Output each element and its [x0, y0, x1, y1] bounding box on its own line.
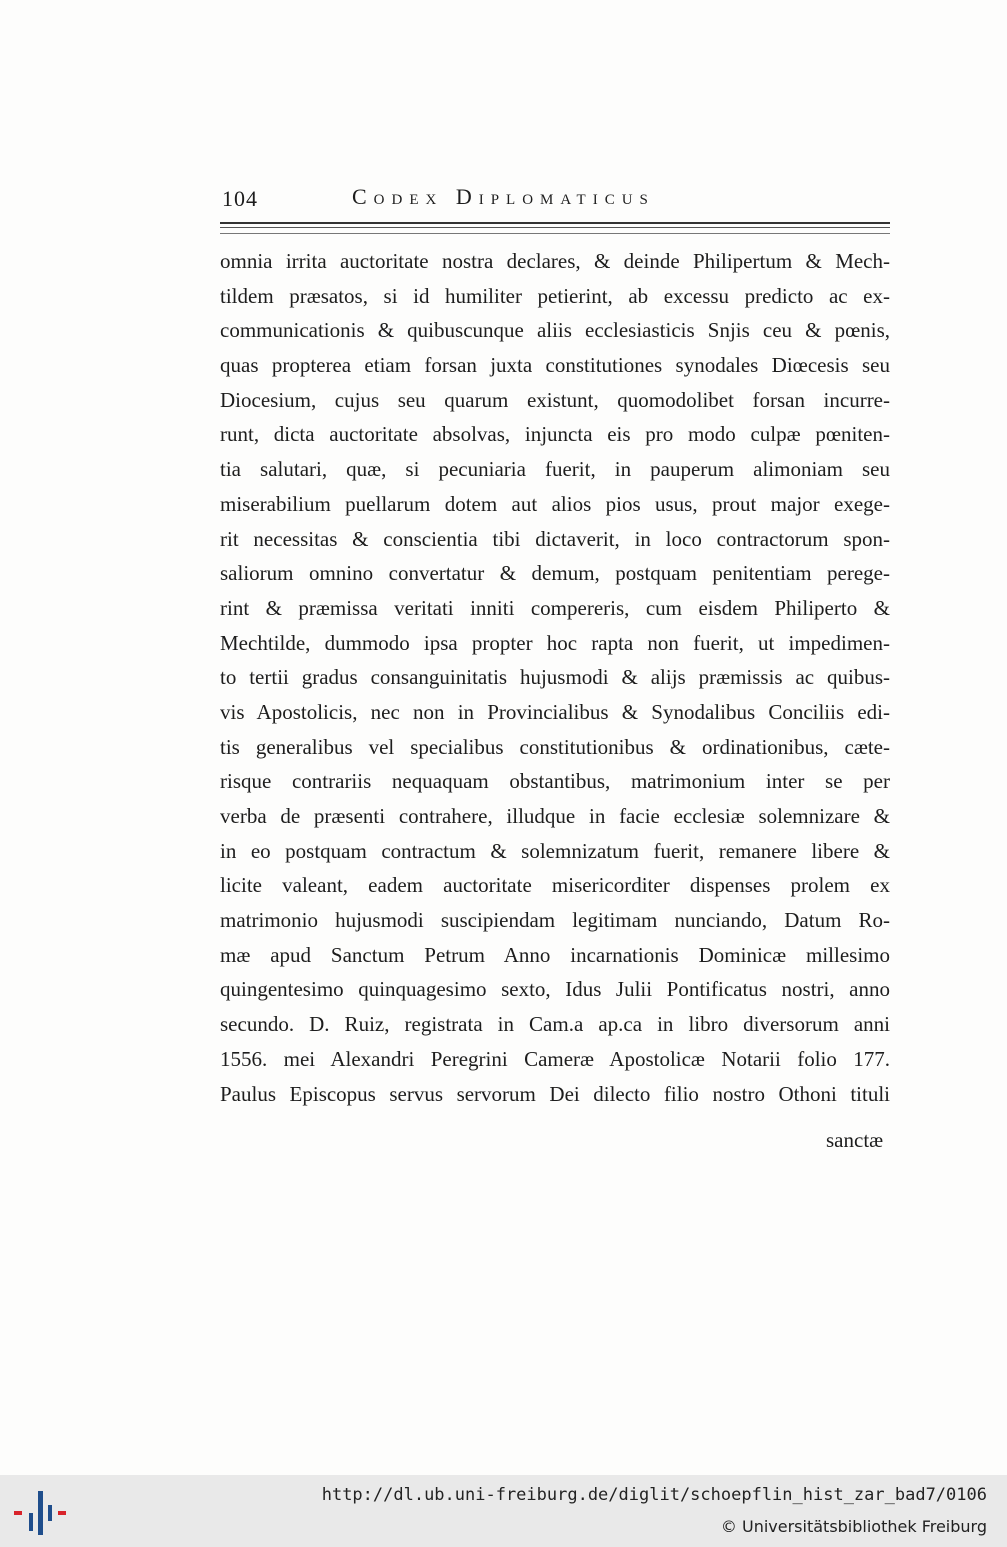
- text-line: communicationis & quibuscunque aliis ecclesiasticis Snjis ceu & pœnis,: [220, 318, 890, 343]
- text-line: quas propterea etiam forsan juxta constitutiones synodales Diœcesis seu: [220, 353, 890, 378]
- running-title: Codex Diplomaticus: [352, 184, 655, 209]
- header-rule-thin: [220, 227, 890, 228]
- text-line: mæ apud Sanctum Petrum Anno incarnationis Dominicæ millesimo: [220, 942, 890, 967]
- footer-url-link[interactable]: http://dl.ub.uni-freiburg.de/diglit/schoepflin_hist_zar_bad7/0106: [321, 1485, 987, 1505]
- text-line: rint & præmissa veritati inniti compereris, cum eisdem Philiperto &: [220, 595, 890, 620]
- text-line: matrimonio hujusmodi suscipiendam legitimam nunciando, Datum Ro-: [220, 908, 890, 933]
- page-header: [218, 184, 890, 214]
- ub-freiburg-logo-icon[interactable]: [14, 1491, 66, 1535]
- text-line: tildem præsatos, si id humiliter petierint, ab excessu predicto ac ex-: [220, 283, 890, 308]
- text-line: vis Apostolicis, nec non in Provincialibus & Synodalibus Conciliis edi-: [220, 699, 890, 724]
- text-line: licite valeant, eadem auctoritate misericorditer dispenses prolem ex: [220, 873, 890, 898]
- text-line: risque contrariis nequaquam obstantibus, matrimonium inter se per: [220, 769, 890, 794]
- text-line: secundo. D. Ruiz, registrata in Cam.a ap.ca in libro diversorum anni: [220, 1012, 890, 1037]
- text-line: miserabilium puellarum dotem aut alios pios usus, prout major exege-: [220, 491, 890, 516]
- text-line: Paulus Episcopus servus servorum Dei dilecto filio nostro Othoni tituli: [220, 1081, 890, 1106]
- text-line: tis generalibus vel specialibus constitutionibus & ordinationibus, cæte-: [220, 734, 890, 759]
- text-line: in eo postquam contractum & solemnizatum fuerit, remanere libere &: [220, 838, 890, 863]
- text-line: rit necessitas & conscientia tibi dictaverit, in loco contractorum spon-: [220, 526, 890, 551]
- text-line: omnia irrita auctoritate nostra declares, & deinde Philipertum & Mech-: [220, 249, 890, 273]
- text-line: runt, dicta auctoritate absolvas, injuncta eis pro modo culpæ pœniten-: [220, 422, 890, 447]
- page-number: 104: [222, 186, 258, 211]
- header-rule-thin-lower: [220, 233, 890, 234]
- body-text: [220, 244, 890, 1111]
- footer-copyright: © Universitätsbibliothek Freiburg: [720, 1517, 987, 1536]
- text-line: to tertii gradus consanguinitatis hujusmodi & alijs præmissis ac quibus-: [220, 665, 890, 690]
- text-line: quingentesimo quinquagesimo sexto, Idus Julii Pontificatus nostri, anno: [220, 977, 890, 1002]
- text-line: tia salutari, quæ, si pecuniaria fuerit, in pauperum alimoniam seu: [220, 457, 890, 482]
- text-line: verba de præsenti contrahere, illudque in facie ecclesiæ solemnizare &: [220, 804, 890, 828]
- header-rule-thick: [220, 222, 890, 224]
- text-line: 1556. mei Alexandri Peregrini Cameræ Apostolicæ Notarii folio 177.: [220, 1046, 890, 1071]
- text-line: Mechtilde, dummodo ipsa propter hoc rapta non fuerit, ut impedimen-: [220, 630, 890, 655]
- text-line: saliorum omnino convertatur & demum, postquam penitentiam perege-: [220, 561, 890, 586]
- catchword: sanctæ: [826, 1128, 884, 1152]
- text-line: Diocesium, cujus seu quarum existunt, quomodolibet forsan incurre-: [220, 387, 890, 412]
- footer-bar: [0, 1475, 1007, 1547]
